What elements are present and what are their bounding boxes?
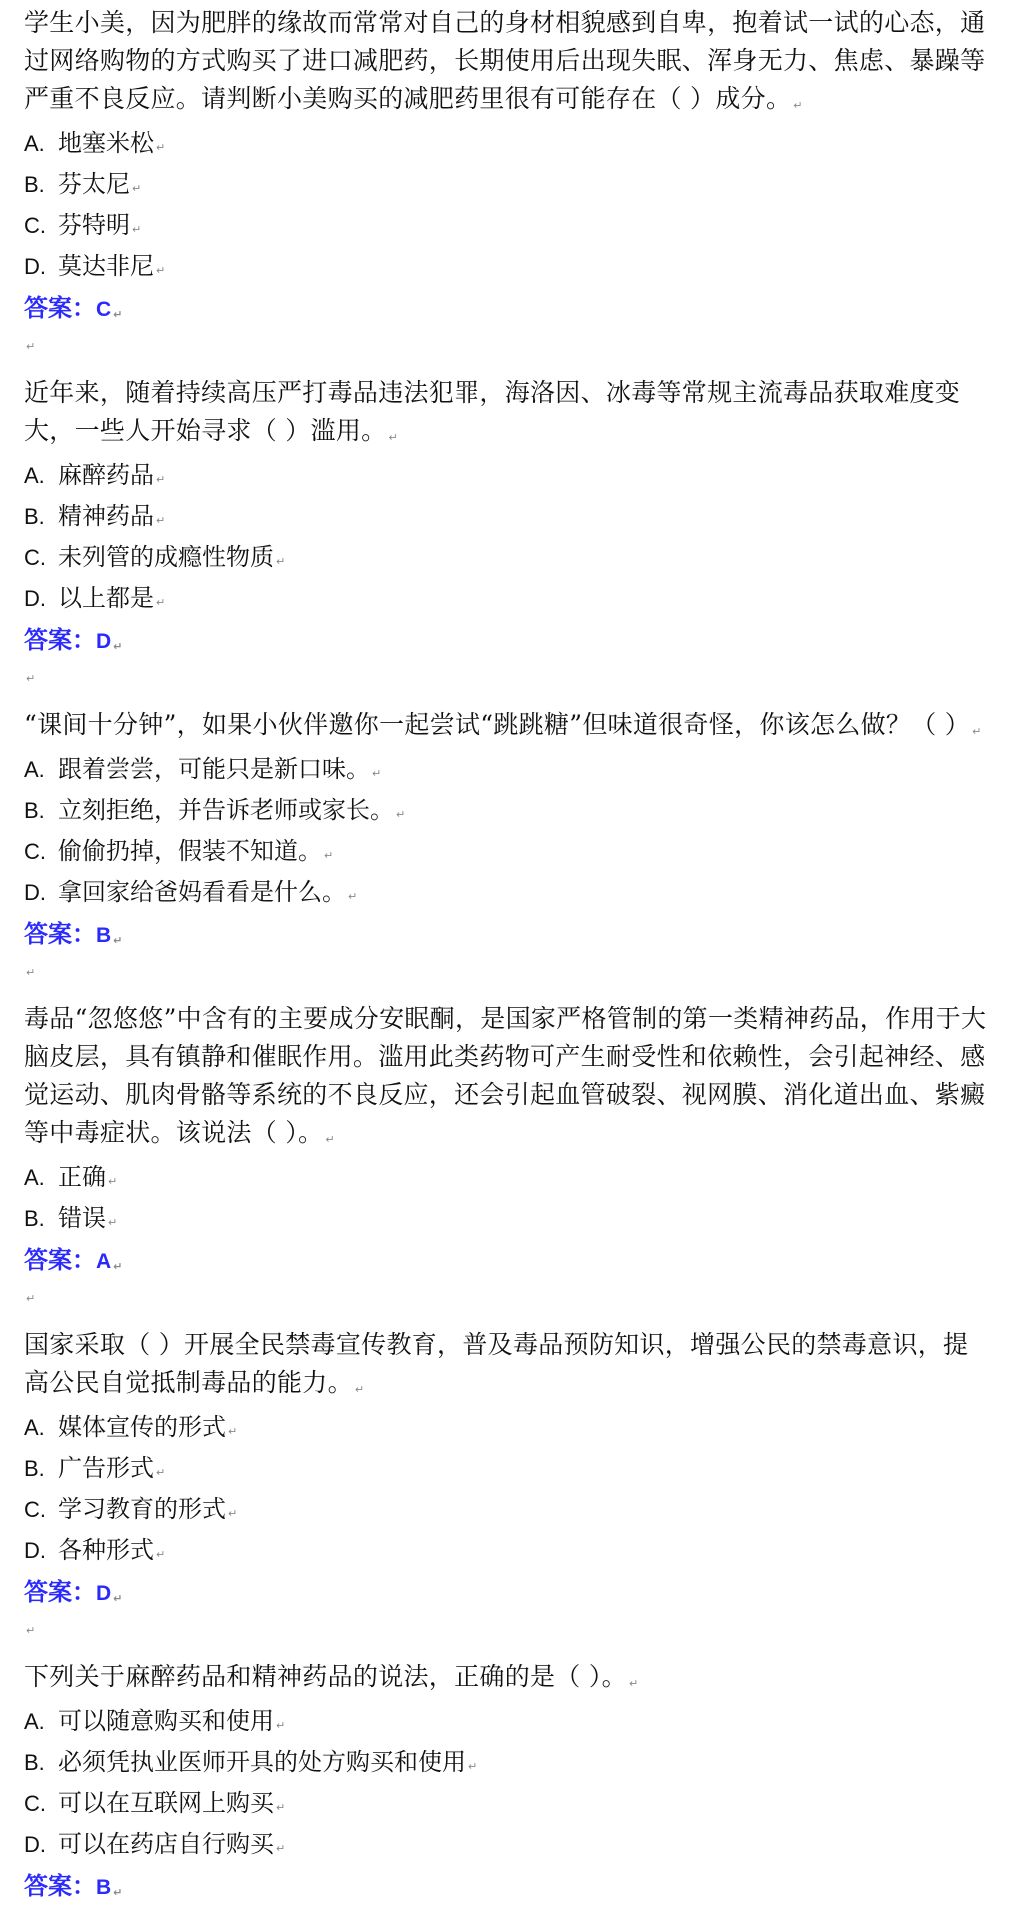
blank-paragraph <box>24 334 992 370</box>
answer-line: 答案：C ↵ <box>24 293 123 322</box>
answer-line: 答案：B ↵ <box>24 1871 123 1900</box>
paragraph-mark-icon: ↵ <box>276 1719 286 1732</box>
paragraph-mark-icon: ↵ <box>468 1760 478 1773</box>
paragraph-mark-icon: ↵ <box>156 514 166 527</box>
paragraph-mark-icon: ↵ <box>156 1466 166 1479</box>
paragraph-mark-icon: ↵ <box>132 223 142 236</box>
paragraph-mark-icon: ↵ <box>396 808 406 821</box>
paragraph-mark-icon: ↵ <box>26 1292 36 1305</box>
option-c: C. 可以在互联网上购买 ↵ <box>24 1785 992 1826</box>
paragraph-mark-icon: ↵ <box>276 555 286 568</box>
paragraph-mark-icon: ↵ <box>276 1842 286 1855</box>
option-b: B. 必须凭执业医师开具的处方购买和使用 ↵ <box>24 1744 992 1785</box>
answer-value: A <box>96 1250 112 1273</box>
paragraph-mark-icon: ↵ <box>113 308 123 321</box>
answer-value: C <box>96 298 112 321</box>
question-6 <box>24 1658 992 1912</box>
paragraph-mark-icon: ↵ <box>156 473 166 486</box>
paragraph-mark-icon: ↵ <box>348 890 358 903</box>
paragraph-mark-icon: ↵ <box>972 725 982 738</box>
answer-value: B <box>96 1876 112 1899</box>
paragraph-mark-icon: ↵ <box>113 1260 123 1273</box>
paragraph-mark-icon: ↵ <box>113 1886 123 1899</box>
paragraph-mark-icon: ↵ <box>354 1383 365 1396</box>
option-c: C. 偷偷扔掉，假装不知道。 ↵ <box>24 833 992 874</box>
option-c: C. 学习教育的形式 ↵ <box>24 1491 992 1532</box>
question-stem: “课间十分钟”，如果小伙伴邀你一起尝试“跳跳糖”但味道很奇怪，你该怎么做？（ ） ↵ <box>24 710 982 739</box>
option-b: B. 芬太尼 ↵ <box>24 166 992 207</box>
option-d: D. 拿回家给爸妈看看是什么。 ↵ <box>24 874 992 915</box>
option-d: D. 莫达非尼 ↵ <box>24 248 992 289</box>
option-c: C. 芬特明 ↵ <box>24 207 992 248</box>
blank-paragraph <box>24 1286 992 1322</box>
paragraph-mark-icon: ↵ <box>228 1425 238 1438</box>
question-stem: 近年来，随着持续高压严打毒品违法犯罪，海洛因、冰毒等常规主流毒品获取难度变大，一些人开始寻求（ ）滥用。 ↵ <box>24 378 961 445</box>
option-d: D. 可以在药店自行购买 ↵ <box>24 1826 992 1867</box>
paragraph-mark-icon: ↵ <box>388 431 398 444</box>
option-a: A. 媒体宣传的形式 ↵ <box>24 1409 992 1450</box>
question-stem: 国家采取（ ）开展全民禁毒宣传教育，普及毒品预防知识，增强公民的禁毒意识，提高公民自觉抵制毒品的能力。 ↵ <box>24 1330 969 1397</box>
paragraph-mark-icon: ↵ <box>113 934 123 947</box>
paragraph-mark-icon: ↵ <box>325 1133 335 1146</box>
paragraph-mark-icon: ↵ <box>628 1677 639 1690</box>
answer-value: D <box>96 1582 112 1605</box>
paragraph-mark-icon: ↵ <box>26 1624 36 1637</box>
paragraph-mark-icon: ↵ <box>108 1216 118 1229</box>
question-stem: 学生小美，因为肥胖的缘故而常常对自己的身材相貌感到自卑，抱着试一试的心态，通过网络购物的方式购买了进口减肥药，长期使用后出现失眠、浑身无力、焦虑、暴躁等严重不良反应。请判断小美购买的减肥药里很有可能存在（ ）成分。 ↵ <box>24 8 986 113</box>
paragraph-mark-icon: ↵ <box>156 596 166 609</box>
blank-paragraph <box>24 666 992 702</box>
paragraph-mark-icon: ↵ <box>113 1592 123 1605</box>
paragraph-mark-icon: ↵ <box>156 141 166 154</box>
paragraph-mark-icon: ↵ <box>228 1507 238 1520</box>
option-b: B. 立刻拒绝，并告诉老师或家长。 ↵ <box>24 792 992 833</box>
option-a: A. 可以随意购买和使用 ↵ <box>24 1703 992 1744</box>
paragraph-mark-icon: ↵ <box>113 640 123 653</box>
paragraph-mark-icon: ↵ <box>132 182 142 195</box>
option-a: A. 跟着尝尝，可能只是新口味。 ↵ <box>24 751 992 792</box>
blank-paragraph <box>24 960 992 996</box>
option-a: A. 麻醉药品 ↵ <box>24 457 992 498</box>
answer-line: 答案：D ↵ <box>24 1577 123 1606</box>
option-c: C. 未列管的成瘾性物质 ↵ <box>24 539 992 580</box>
answer-line: 答案：D ↵ <box>24 625 123 654</box>
paragraph-mark-icon: ↵ <box>26 672 36 685</box>
paragraph-mark-icon: ↵ <box>26 340 36 353</box>
option-b: B. 错误 ↵ <box>24 1200 992 1241</box>
paragraph-mark-icon: ↵ <box>26 966 36 979</box>
paragraph-mark-icon: ↵ <box>793 99 803 112</box>
paragraph-mark-icon: ↵ <box>108 1175 118 1188</box>
answer-line: 答案：A ↵ <box>24 1245 123 1274</box>
option-d: D. 各种形式 ↵ <box>24 1532 992 1573</box>
answer-value: B <box>96 924 112 947</box>
question-5 <box>24 1326 992 1654</box>
question-stem: 下列关于麻醉药品和精神药品的说法，正确的是（ ）。 ↵ <box>24 1662 639 1691</box>
option-b: B. 广告形式 ↵ <box>24 1450 992 1491</box>
question-4 <box>24 1000 992 1322</box>
answer-line: 答案：B ↵ <box>24 919 123 948</box>
question-2 <box>24 374 992 702</box>
document-body <box>24 0 992 1912</box>
paragraph-mark-icon: ↵ <box>276 1801 286 1814</box>
paragraph-mark-icon: ↵ <box>372 767 382 780</box>
paragraph-mark-icon: ↵ <box>324 849 334 862</box>
option-a: A. 正确 ↵ <box>24 1159 992 1200</box>
option-d: D. 以上都是 ↵ <box>24 580 992 621</box>
paragraph-mark-icon: ↵ <box>156 264 166 277</box>
option-b: B. 精神药品 ↵ <box>24 498 992 539</box>
option-a: A. 地塞米松 ↵ <box>24 125 992 166</box>
question-stem: 毒品“忽悠悠”中含有的主要成分安眠酮，是国家严格管制的第一类精神药品，作用于大脑皮层，具有镇静和催眠作用。滥用此类药物可产生耐受性和依赖性，会引起神经、感觉运动、肌肉骨骼等系统的不良反应，还会引起血管破裂、视网膜、消化道出血、紫癜等中毒症状。该说法（ ）。 ↵ <box>24 1004 987 1147</box>
question-1 <box>24 4 992 370</box>
question-3 <box>24 706 992 996</box>
paragraph-mark-icon: ↵ <box>156 1548 166 1561</box>
blank-paragraph <box>24 1618 992 1654</box>
answer-value: D <box>96 630 112 653</box>
